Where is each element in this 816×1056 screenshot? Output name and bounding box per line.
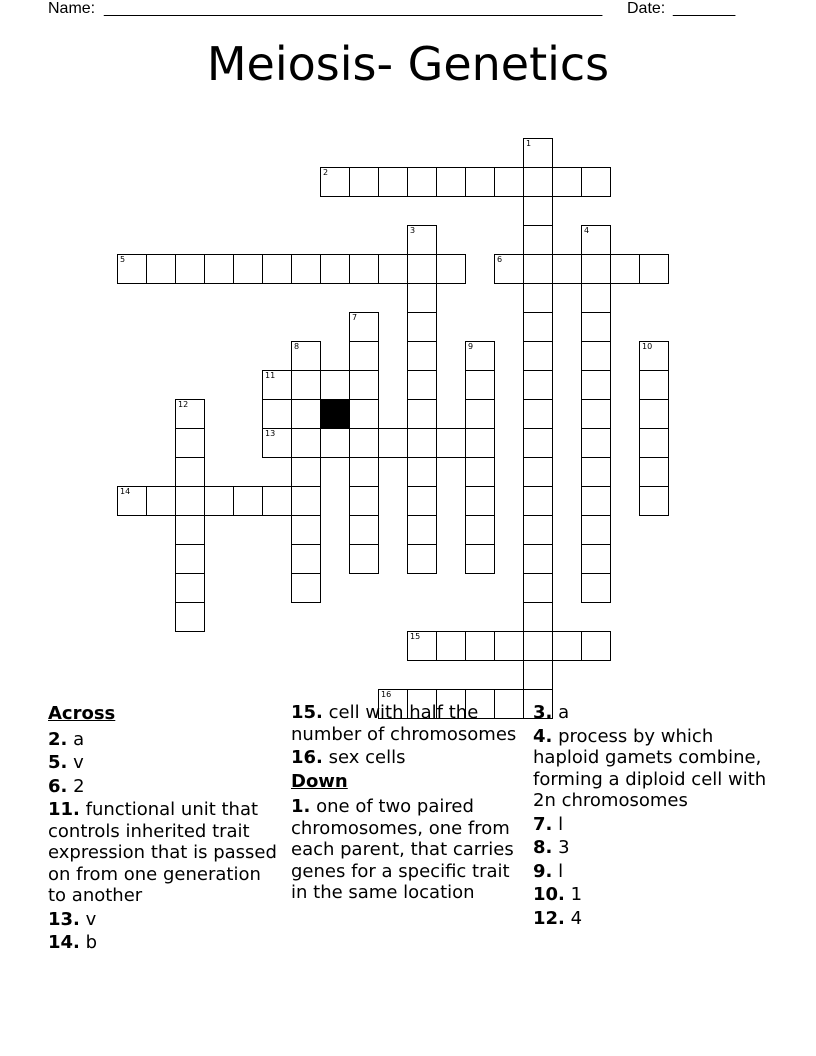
crossword-cell[interactable]: [465, 515, 495, 545]
crossword-cell[interactable]: [175, 602, 205, 632]
crossword-cell[interactable]: [320, 428, 350, 458]
crossword-cell[interactable]: [465, 631, 495, 661]
crossword-cell[interactable]: [407, 225, 437, 255]
crossword-cell[interactable]: [117, 254, 147, 284]
crossword-cell[interactable]: [291, 341, 321, 371]
clue-number: 3.: [533, 702, 553, 723]
cell-number: 7: [352, 313, 358, 322]
crossword-cell[interactable]: [175, 457, 205, 487]
crossword-cell[interactable]: [291, 486, 321, 516]
crossword-cell[interactable]: [494, 631, 524, 661]
crossword-cell[interactable]: [291, 573, 321, 603]
clue-down-9: [533, 861, 773, 883]
across-heading: Across: [48, 703, 116, 724]
clue-number: 14.: [48, 932, 80, 953]
crossword-cell[interactable]: [523, 225, 553, 255]
cell-number: 1: [526, 139, 532, 148]
crossword-cell[interactable]: [349, 544, 379, 574]
clue-column-2: [291, 702, 523, 906]
crossword-cell[interactable]: [407, 312, 437, 342]
crossword-cell[interactable]: [175, 399, 205, 429]
clue-down-7: [533, 814, 773, 836]
crossword-cell[interactable]: [639, 370, 669, 400]
crossword-cell[interactable]: [262, 399, 292, 429]
clue-number: 9.: [533, 860, 553, 882]
crossword-cell[interactable]: [407, 631, 437, 661]
crossword-cell[interactable]: [581, 486, 611, 516]
page-title: Meiosis- Genetics: [206, 37, 610, 91]
crossword-cell[interactable]: [436, 254, 466, 284]
clue-text: process by which haploid gamets combine, forming a diploid cell with 2n chromosomes: [533, 725, 767, 811]
clue-number: 15.: [291, 702, 323, 723]
crossword-cell[interactable]: [581, 225, 611, 255]
crossword-cell[interactable]: [552, 254, 582, 284]
crossword-cell[interactable]: [233, 254, 263, 284]
clue-text: v: [85, 908, 97, 930]
crossword-cell[interactable]: [523, 399, 553, 429]
clue-text: one of two paired chromosomes, one from each parent, that carries genes for a specific trait in the same location: [291, 796, 514, 903]
clue-number: 10.: [533, 884, 565, 905]
crossword-cell[interactable]: [581, 428, 611, 458]
clue-across-16: [291, 747, 523, 769]
clue-across-5: [48, 752, 280, 774]
crossword-cell[interactable]: [349, 370, 379, 400]
cell-number: 3: [410, 226, 416, 235]
crossword-cell[interactable]: [407, 370, 437, 400]
crossword-cell[interactable]: [523, 138, 553, 168]
crossword-cell[interactable]: [320, 167, 350, 197]
crossword-cell[interactable]: [175, 515, 205, 545]
crossword-cell[interactable]: [262, 370, 292, 400]
crossword-cell[interactable]: [175, 486, 205, 516]
crossword-cell[interactable]: [494, 254, 524, 284]
crossword-cell[interactable]: [523, 341, 553, 371]
crossword-cell[interactable]: [465, 370, 495, 400]
date-line: _______: [673, 0, 736, 17]
clue-across-15: [291, 702, 523, 745]
crossword-cell[interactable]: [233, 486, 263, 516]
crossword-cell[interactable]: [407, 457, 437, 487]
clue-number: 13.: [48, 908, 80, 930]
crossword-cell[interactable]: [407, 254, 437, 284]
clue-across-14: [48, 932, 280, 954]
crossword-cell[interactable]: [639, 341, 669, 371]
clue-number: 6.: [48, 775, 68, 797]
clue-across-11: [48, 799, 280, 907]
crossword-cell[interactable]: [523, 573, 553, 603]
crossword-cell[interactable]: [523, 457, 553, 487]
crossword-cell[interactable]: [349, 254, 379, 284]
cell-number: 10: [642, 342, 653, 351]
crossword-cell[interactable]: [407, 544, 437, 574]
crossword-cell[interactable]: [581, 573, 611, 603]
crossword-cell[interactable]: [291, 515, 321, 545]
crossword-cell[interactable]: [291, 544, 321, 574]
crossword-cell[interactable]: [581, 631, 611, 661]
clue-text: 4: [570, 907, 583, 929]
cell-number: 4: [584, 226, 590, 235]
crossword-cell[interactable]: [465, 167, 495, 197]
crossword-cell[interactable]: [349, 428, 379, 458]
crossword-cell[interactable]: [639, 254, 669, 284]
crossword-cell[interactable]: [291, 254, 321, 284]
crossword-cell[interactable]: [523, 602, 553, 632]
crossword-cell[interactable]: [581, 544, 611, 574]
crossword-cell[interactable]: [639, 428, 669, 458]
clue-text: 1: [570, 884, 583, 905]
crossword-cell[interactable]: [349, 457, 379, 487]
cell-number: 12: [178, 400, 189, 409]
crossword-cell[interactable]: [262, 254, 292, 284]
crossword-cell[interactable]: [291, 399, 321, 429]
crossword-cell[interactable]: [175, 544, 205, 574]
crossword-cell[interactable]: [262, 428, 292, 458]
crossword-cell[interactable]: [436, 631, 466, 661]
crossword-cell[interactable]: [639, 457, 669, 487]
crossword-cell[interactable]: [523, 370, 553, 400]
cell-number: 8: [294, 342, 300, 351]
clue-down-12: [533, 908, 773, 930]
crossword-cell[interactable]: [639, 399, 669, 429]
down-heading: Down: [291, 770, 348, 792]
crossword-cell[interactable]: [581, 312, 611, 342]
crossword-cell[interactable]: [349, 399, 379, 429]
crossword-cell[interactable]: [407, 399, 437, 429]
clue-number: 16.: [291, 747, 323, 768]
crossword-cell[interactable]: [175, 573, 205, 603]
cell-number: 13: [265, 429, 276, 438]
crossword-cell[interactable]: [581, 370, 611, 400]
clue-number: 12.: [533, 907, 565, 929]
crossword-cell[interactable]: [523, 254, 553, 284]
crossword-cell[interactable]: [349, 486, 379, 516]
clue-text: b: [85, 932, 98, 953]
crossword-cell[interactable]: [291, 457, 321, 487]
crossword-cell[interactable]: [465, 399, 495, 429]
cell-number: 2: [323, 168, 329, 177]
date-label: Date:: [627, 0, 666, 17]
crossword-cell[interactable]: [204, 254, 234, 284]
crossword-cell[interactable]: [523, 428, 553, 458]
clue-text: l: [558, 813, 564, 835]
crossword-cell[interactable]: [378, 167, 408, 197]
clue-across-2: [48, 729, 280, 751]
crossword-cell[interactable]: [552, 631, 582, 661]
crossword-cell[interactable]: [523, 544, 553, 574]
crossword-cell[interactable]: [407, 167, 437, 197]
clue-number: 8.: [533, 837, 553, 858]
crossword-cell[interactable]: [407, 486, 437, 516]
crossword-cell[interactable]: [146, 254, 176, 284]
clue-down-4: [533, 726, 773, 812]
crossword-cell[interactable]: [349, 312, 379, 342]
clue-text: sex cells: [328, 747, 406, 768]
crossword-cell[interactable]: [523, 515, 553, 545]
crossword-cell[interactable]: [465, 544, 495, 574]
cell-number: 16: [381, 690, 392, 699]
crossword-cell[interactable]: [436, 428, 466, 458]
crossword-cell[interactable]: [581, 254, 611, 284]
clue-across-13: [48, 909, 280, 931]
crossword-cell[interactable]: [175, 428, 205, 458]
cell-number: 15: [410, 632, 421, 641]
crossword-cell[interactable]: [407, 428, 437, 458]
crossword-cell[interactable]: [523, 167, 553, 197]
crossword-cell[interactable]: [291, 370, 321, 400]
crossword-cell[interactable]: [407, 341, 437, 371]
crossword-cell[interactable]: [349, 515, 379, 545]
crossword-cell[interactable]: [581, 341, 611, 371]
crossword-cell[interactable]: [349, 167, 379, 197]
crossword-cell[interactable]: [320, 370, 350, 400]
crossword-cell[interactable]: [581, 283, 611, 313]
crossword-cell[interactable]: [523, 196, 553, 226]
crossword-cell[interactable]: [117, 486, 147, 516]
name-label: Name:: [48, 0, 96, 17]
crossword-cell[interactable]: [204, 486, 234, 516]
crossword-cell[interactable]: [262, 486, 292, 516]
crossword-cell[interactable]: [465, 428, 495, 458]
clue-text: a: [558, 702, 570, 723]
crossword-cell[interactable]: [581, 515, 611, 545]
clue-text: 2: [73, 775, 85, 797]
cell-number: 5: [120, 255, 126, 264]
clue-number: 1.: [291, 796, 311, 817]
clue-text: functional unit that controls inherited trait expression that is passed on from one generation to another: [48, 799, 277, 906]
clue-number: 11.: [48, 799, 80, 820]
crossword-cell[interactable]: [523, 631, 553, 661]
crossword-cell[interactable]: [523, 312, 553, 342]
crossword-cell[interactable]: [581, 457, 611, 487]
clue-down-10: [533, 884, 773, 906]
crossword-cell[interactable]: [465, 341, 495, 371]
crossword-cell[interactable]: [581, 167, 611, 197]
crossword-cell[interactable]: [465, 457, 495, 487]
cell-number: 6: [497, 255, 503, 264]
crossword-cell[interactable]: [291, 428, 321, 458]
clue-text: v: [73, 752, 84, 773]
clue-text: l: [558, 860, 564, 882]
crossword-cell[interactable]: [552, 167, 582, 197]
clue-column-3: [533, 702, 773, 931]
crossword-cell[interactable]: [581, 399, 611, 429]
crossword-cell[interactable]: [639, 486, 669, 516]
clue-number: 5.: [48, 752, 68, 773]
crossword-cell[interactable]: [146, 486, 176, 516]
crossword-cell[interactable]: [407, 283, 437, 313]
clue-number: 4.: [533, 725, 553, 747]
clue-text: 3: [558, 837, 570, 858]
clue-column-1: [48, 702, 280, 956]
crossword-cell[interactable]: [320, 254, 350, 284]
black-square: [320, 399, 350, 429]
crossword-cell[interactable]: [465, 486, 495, 516]
crossword-cell[interactable]: [349, 341, 379, 371]
crossword-cell[interactable]: [378, 254, 408, 284]
clue-down-1: [291, 796, 523, 904]
crossword-cell[interactable]: [494, 167, 524, 197]
clue-down-8: [533, 837, 773, 859]
cell-number: 9: [468, 342, 474, 351]
crossword-cell[interactable]: [523, 660, 553, 690]
clue-text: cell with half the number of chromosomes: [291, 702, 517, 745]
crossword-cell[interactable]: [436, 167, 466, 197]
name-line: ________________________________________________________: [104, 0, 603, 17]
cell-number: 14: [120, 487, 131, 496]
crossword-cell[interactable]: [175, 254, 205, 284]
crossword-cell[interactable]: [407, 515, 437, 545]
clue-number: 7.: [533, 813, 553, 835]
clue-number: 2.: [48, 728, 68, 750]
crossword-cell[interactable]: [523, 283, 553, 313]
crossword-cell[interactable]: [610, 254, 640, 284]
crossword-cell[interactable]: [378, 428, 408, 458]
crossword-cell[interactable]: [523, 486, 553, 516]
cell-number: 11: [265, 371, 276, 380]
clue-text: a: [73, 728, 85, 750]
clue-across-6: [48, 776, 280, 798]
clue-down-3: [533, 702, 773, 724]
